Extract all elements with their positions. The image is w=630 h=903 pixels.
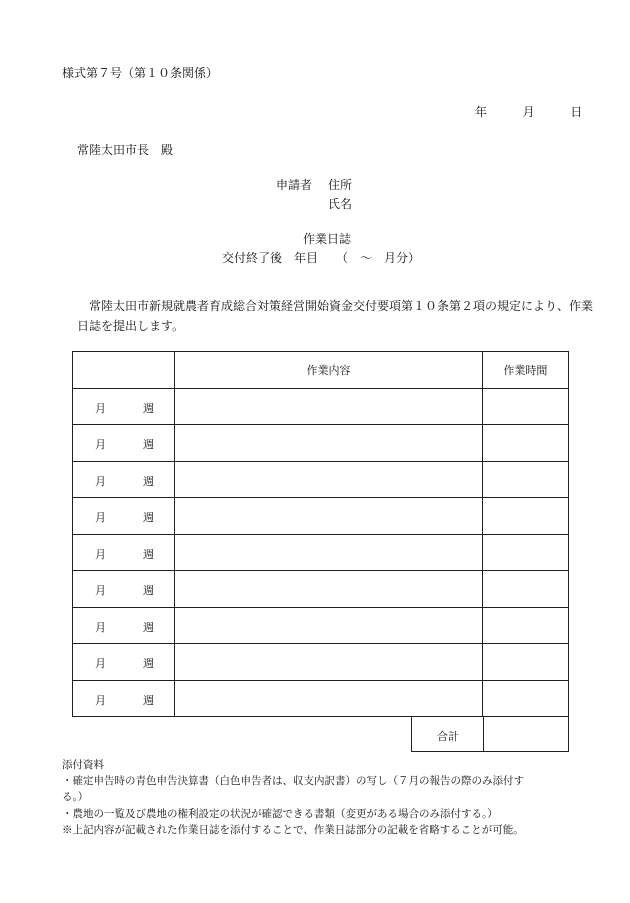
date-year: 年 — [475, 105, 488, 119]
week-label: 週 — [143, 401, 154, 415]
work-log-table — [72, 351, 569, 717]
form-number: 様式第７号（第１０条関係） — [62, 66, 219, 80]
date-day: 日 — [570, 105, 583, 119]
week-label: 週 — [143, 620, 154, 634]
table-row — [73, 680, 569, 717]
total-label: 合計 — [437, 730, 459, 743]
time-cell[interactable] — [482, 644, 568, 681]
content-cell[interactable] — [175, 498, 483, 535]
week-cell[interactable] — [73, 644, 175, 681]
week-cell[interactable] — [73, 425, 175, 462]
document-title: 作業日誌 — [303, 232, 352, 246]
week-label: 週 — [143, 474, 154, 488]
table-row — [73, 534, 569, 571]
attachment-note-2: ・農地の一覧及び農地の権利設定の状況が確認できる書類（変更がある場合のみ添付する。） — [62, 808, 498, 820]
period-line: 交付終了後 年目 （ ～ 月分） — [222, 251, 421, 265]
attachment-note-3: ※上記内容が記載された作業日誌を添付することで、作業日誌部分の記載を省略することが可能。 — [62, 824, 524, 836]
month-label: 月 — [95, 693, 106, 707]
attachments-title: 添付資料 — [62, 759, 104, 771]
table-row — [73, 425, 569, 462]
week-cell[interactable] — [73, 680, 175, 717]
week-cell[interactable] — [73, 534, 175, 571]
table-row — [73, 461, 569, 498]
header-week — [73, 352, 175, 389]
week-label: 週 — [143, 657, 154, 670]
name-label: 氏名 — [328, 197, 353, 211]
addressee: 常陸太田市長 殿 — [77, 143, 174, 157]
week-label: 週 — [143, 547, 154, 561]
table-header-row — [73, 352, 569, 389]
week-cell[interactable] — [73, 388, 175, 425]
table-row — [73, 388, 569, 425]
month-label: 月 — [95, 401, 106, 415]
address-label: 住所 — [328, 178, 353, 192]
time-cell[interactable] — [482, 461, 568, 498]
table-row — [73, 498, 569, 535]
total-box — [411, 716, 569, 752]
month-label: 月 — [95, 620, 106, 634]
body-text: 常陸太田市新規就農者育成総合対策経営開始資金交付要項第１０条第２項の規定により、作業日誌を提出します。 — [77, 299, 594, 333]
month-label: 月 — [95, 584, 106, 597]
content-cell[interactable] — [175, 680, 483, 717]
week-label: 週 — [143, 584, 154, 597]
content-cell[interactable] — [175, 534, 483, 571]
week-cell[interactable] — [73, 607, 175, 644]
week-cell[interactable] — [73, 571, 175, 608]
month-label: 月 — [95, 438, 106, 451]
attachment-note-1-cont: る。） — [62, 791, 89, 803]
time-cell[interactable] — [482, 680, 568, 717]
content-cell[interactable] — [175, 644, 483, 681]
table-row — [73, 571, 569, 608]
time-cell[interactable] — [482, 388, 568, 425]
content-cell[interactable] — [175, 388, 483, 425]
table-body — [73, 388, 569, 717]
week-label: 週 — [143, 693, 154, 707]
month-label: 月 — [95, 657, 106, 670]
content-cell[interactable] — [175, 571, 483, 608]
attachment-note-1: ・確定申告時の青色申告決算書（白色申告者は、収支内訳書）の写し（７月の報告の際のみ添付す — [62, 775, 524, 787]
date-line — [475, 103, 582, 120]
time-cell[interactable] — [482, 425, 568, 462]
content-cell[interactable] — [175, 607, 483, 644]
date-month: 月 — [522, 105, 535, 119]
week-label: 週 — [143, 438, 154, 451]
time-cell[interactable] — [482, 607, 568, 644]
header-time: 作業時間 — [482, 352, 568, 389]
month-label: 月 — [95, 474, 106, 488]
month-label: 月 — [95, 547, 106, 561]
week-cell[interactable] — [73, 498, 175, 535]
week-cell[interactable] — [73, 461, 175, 498]
applicant-label: 申請者 — [276, 178, 313, 192]
month-label: 月 — [95, 511, 106, 524]
content-cell[interactable] — [175, 425, 483, 462]
table-row — [73, 607, 569, 644]
table-row — [73, 644, 569, 681]
time-cell[interactable] — [482, 571, 568, 608]
total-divider — [483, 716, 484, 751]
header-content: 作業内容 — [175, 352, 483, 389]
week-label: 週 — [143, 511, 154, 524]
time-cell[interactable] — [482, 534, 568, 571]
time-cell[interactable] — [482, 498, 568, 535]
content-cell[interactable] — [175, 461, 483, 498]
